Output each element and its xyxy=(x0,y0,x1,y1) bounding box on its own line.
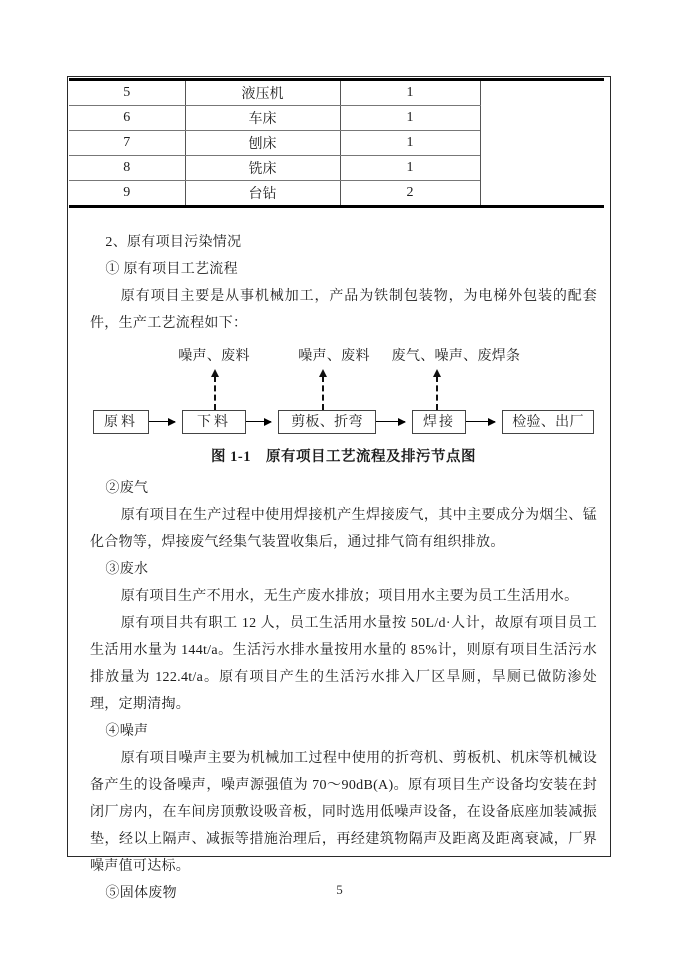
document-body xyxy=(68,229,610,907)
equip-qty: 2 xyxy=(340,181,480,207)
flow-box-shear-bend: 剪板、折弯 xyxy=(278,410,376,434)
equip-name: 液压机 xyxy=(185,80,340,106)
flow-box-raw-material: 原料 xyxy=(93,410,149,434)
table-row xyxy=(69,80,604,106)
right-arrow xyxy=(246,421,271,422)
equip-no: 5 xyxy=(69,80,185,106)
dashed-up-arrow xyxy=(322,376,324,410)
equipment-table xyxy=(69,78,604,208)
equip-name: 台钻 xyxy=(185,181,340,207)
paragraph-intro: 原有项目主要是从事机械加工，产品为铁制包装物，为电梯外包装的配套件，生产工艺流程如下： xyxy=(90,289,597,331)
equip-no: 8 xyxy=(69,156,185,181)
figure-caption: 图 1-1 原有项目工艺流程及排污节点图 xyxy=(211,449,476,465)
heading-waste-water: ③废水 xyxy=(105,562,149,577)
dashed-up-arrow xyxy=(214,376,216,410)
paragraph-noise: 原有项目噪声主要为机械加工过程中使用的折弯机、剪板机、机床等机械设备产生的设备噪声，噪声源强值为 70～90dB(A)。原有项目生产设备均安装在封闭厂房内，在车间房顶敷设吸音板，同时选用低噪声设备，在设备底座加装减振垫，经以上隔声、减振等措施治理后，再经建筑物隔声及距离及距离衰减，厂界噪声值可达标。 xyxy=(90,751,597,874)
emission-label: 噪声、废料 xyxy=(298,349,370,364)
equip-qty: 1 xyxy=(340,106,480,131)
heading-pollution-overview: 2、原有项目污染情况 xyxy=(105,235,242,250)
equip-qty: 1 xyxy=(340,156,480,181)
equip-name: 铣床 xyxy=(185,156,340,181)
emission-label: 废气、噪声、废焊条 xyxy=(391,349,521,364)
flow-box-blanking: 下料 xyxy=(182,410,246,434)
equip-name: 刨床 xyxy=(185,131,340,156)
document-page-frame xyxy=(67,76,611,901)
process-flow-diagram xyxy=(90,340,597,474)
right-arrow xyxy=(466,421,495,422)
equip-qty: 1 xyxy=(340,131,480,156)
equip-qty: 1 xyxy=(340,80,480,106)
page-number: 5 xyxy=(336,882,343,897)
equip-name: 车床 xyxy=(185,106,340,131)
emission-label: 噪声、废料 xyxy=(178,349,250,364)
flow-box-welding: 焊接 xyxy=(412,410,466,434)
right-arrow xyxy=(149,421,175,422)
paragraph-waste-water-2: 原有项目共有职工 12 人，员工生活用水量按 50L/d·人计，故原有项目员工生活用水量为 144t/a。生活污水排水量按用水量的 85%计，则原有项目生活污水排放量为 122.4t/a。原有项目产生的生活污水排入厂区旱厕，旱厕已做防渗处理，定期清掏。 xyxy=(90,616,597,712)
heading-waste-gas: ②废气 xyxy=(105,481,149,496)
flow-box-inspection: 检验、出厂 xyxy=(502,410,594,434)
subheading-process-flow: ① 原有项目工艺流程 xyxy=(105,262,238,277)
heading-solid-waste: ⑤固体废物 xyxy=(105,886,177,901)
equip-no: 6 xyxy=(69,106,185,131)
equip-remark-empty-cell xyxy=(480,80,604,207)
right-arrow xyxy=(376,421,405,422)
equip-no: 7 xyxy=(69,131,185,156)
equip-no: 9 xyxy=(69,181,185,207)
heading-noise: ④噪声 xyxy=(105,724,149,739)
dashed-up-arrow xyxy=(436,376,438,410)
paragraph-waste-gas: 原有项目在生产过程中使用焊接机产生焊接废气，其中主要成分为烟尘、锰化合物等，焊接废气经集气装置收集后，通过排气筒有组织排放。 xyxy=(90,508,597,550)
paragraph-waste-water-1: 原有项目生产不用水，无生产废水排放；项目用水主要为员工生活用水。 xyxy=(120,589,579,604)
